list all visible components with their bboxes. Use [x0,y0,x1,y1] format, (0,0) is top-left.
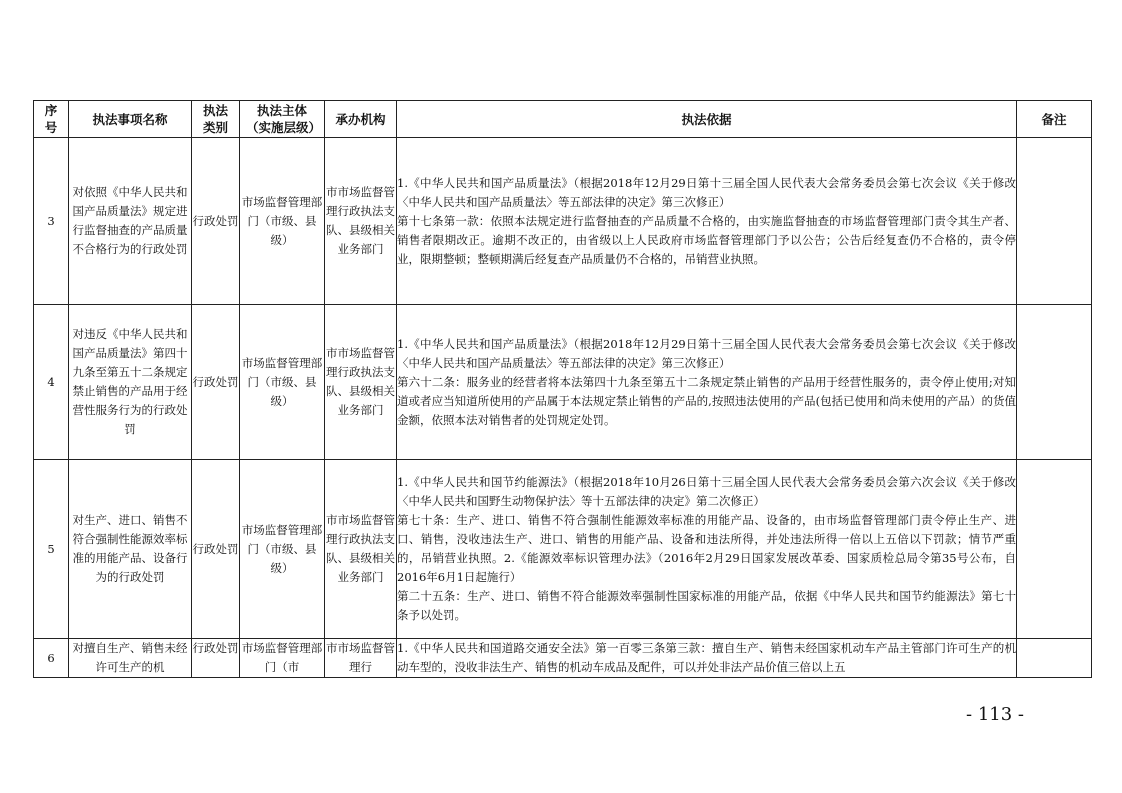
row-subject [240,639,325,678]
row-agency: 市市场监督管理行政执法支队、县级相关业务部门 [325,305,397,460]
basis-paragraph: 第十七条第一款：依照本法规定进行监督抽查的产品质量不合格的，由实施监督抽查的市场监督管理部门责令其生产者、销售者限期改正。逾期不改正的，由省级以上人民政府市场监督管理部门予以公告；公告后经复查仍不合格的，责令停业，限期整顿；整顿期满后经复查产品质量仍不合格的，吊销营业执照。 [397,213,1016,266]
basis-paragraph: 1.《中华人民共和国产品质量法》（根据2018年12月29日第十三届全国人民代表大会常务委员会第七次会议《关于修改〈中华人民共和国产品质量法〉等五部法律的决定》第三次修正） [397,175,1016,209]
row-remark [1017,460,1092,639]
row-agency: 市市场监督管理行政执法支队、县级相关业务部门 [325,138,397,305]
basis-paragraph: 第七十条：生产、进口、销售不符合强制性能源效率标准的用能产品、设备的，由市场监督管理部门责令停止生产、进口、销售，没收违法生产、进口、销售的用能产品、设备和违法所得，并处违法所得一倍以上五倍以下罚款；情节严重的，吊销营业执照。2.《能源效率标识管理办法》（2016年2月29日国家发展改革委、国家质检总局令第35号公布，自2016年6月1日起施行） [397,513,1016,584]
row-subject-text: 市场监督管理部门（市 [241,641,323,674]
row-name: 对生产、进口、销售不符合强制性能源效率标准的用能产品、设备行为的行政处罚 [69,460,192,639]
row-name: 对依照《中华人民共和国产品质量法》规定进行监督抽查的产品质量不合格行为的行政处罚 [69,138,192,305]
row-seq: 3 [34,138,69,305]
row-remark [1017,639,1092,678]
row-basis [397,138,1017,305]
header-remark: 备注 [1017,101,1092,138]
row-basis [397,639,1017,678]
table-row [34,138,1092,305]
header-basis: 执法依据 [397,101,1017,138]
header-subject: 执法主体（实施层级） [240,101,325,138]
table-row [34,460,1092,639]
row-category: 行政处罚 [192,305,240,460]
row-seq: 6 [34,639,69,678]
row-remark [1017,138,1092,305]
row-basis [397,460,1017,639]
row-subject: 市场监督管理部门（市级、县级） [240,138,325,305]
row-subject: 市场监督管理部门（市级、县级） [240,460,325,639]
law-enforcement-table [33,100,1092,678]
row-category [192,639,240,678]
header-agency: 承办机构 [325,101,397,138]
row-category-text: 行政处罚 [192,641,239,655]
row-remark [1017,305,1092,460]
row-agency [325,639,397,678]
row-agency-text: 市市场监督管理行 [326,641,395,674]
basis-paragraph: 1.《中华人民共和国节约能源法》（根据2018年10月26日第十三届全国人民代表大会常务委员会第六次会议《关于修改〈中华人民共和国野生动物保护法〉等十五部法律的决定》第二次修正） [397,475,1016,508]
header-seq: 序号 [34,101,69,138]
row-name [69,639,192,678]
row-category: 行政处罚 [192,460,240,639]
basis-paragraph: 1.《中华人民共和国道路交通安全法》第一百零三条第三款：擅自生产、销售未经国家机动车产品主管部门许可生产的机动车型的，没收非法生产、销售的机动车成品及配件，可以并处非法产品价值三倍以上五 [397,641,1016,674]
header-category: 执法类别 [192,101,240,138]
header-name: 执法事项名称 [69,101,192,138]
basis-paragraph: 第六十二条：服务业的经营者将本法第四十九条至第五十二条规定禁止销售的产品用于经营性服务的，责令停止使用;对知道或者应当知道所使用的产品属于本法规定禁止销售的产品的,按照违法使用的产品(包括已使用和尚未使用的产品）的货值金额，依照本法对销售者的处罚规定处罚。 [397,374,1016,427]
row-category: 行政处罚 [192,138,240,305]
row-name: 对违反《中华人民共和国产品质量法》第四十九条至第五十二条规定禁止销售的产品用于经营性服务行为的行政处罚 [69,305,192,460]
row-name-text: 对擅自生产、销售未经许可生产的机 [72,641,188,674]
row-basis [397,305,1017,460]
page-number: - 113 - [966,704,1024,725]
row-seq: 4 [34,305,69,460]
basis-paragraph: 第二十五条：生产、进口、销售不符合能源效率强制性国家标准的用能产品，依据《中华人民共和国节约能源法》第七十条予以处罚。 [397,589,1016,622]
row-seq: 5 [34,460,69,639]
table-header-row [34,101,1092,138]
row-subject: 市场监督管理部门（市级、县级） [240,305,325,460]
table-row [34,639,1092,678]
table-row [34,305,1092,460]
basis-paragraph: 1.《中华人民共和国产品质量法》（根据2018年12月29日第十三届全国人民代表大会常务委员会第七次会议《关于修改〈中华人民共和国产品质量法〉等五部法律的决定》第三次修正） [397,336,1016,370]
row-agency: 市市场监督管理行政执法支队、县级相关业务部门 [325,460,397,639]
